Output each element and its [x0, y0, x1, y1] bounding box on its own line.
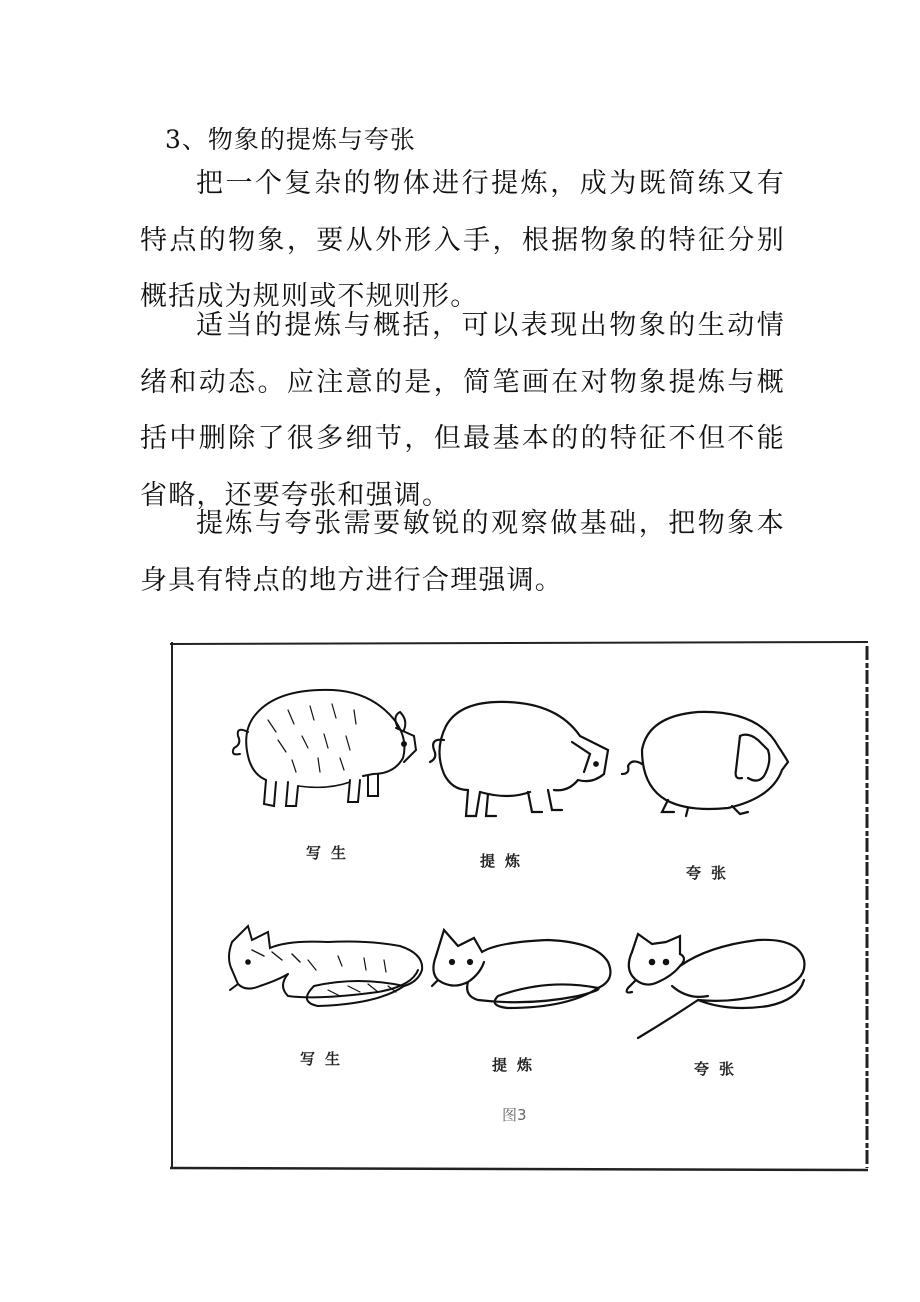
fox-refined-drawing [432, 930, 610, 1008]
pig-refined-drawing [430, 702, 608, 816]
figure-frame [170, 642, 868, 1170]
illustration-figure [168, 640, 872, 1174]
fox-caption-exaggerated: 夸张 [694, 1060, 745, 1078]
section-heading: 3、物象的提炼与夸张 [165, 125, 416, 154]
pig-caption-sketch: 写生 [306, 844, 357, 862]
paragraph-3: 提炼与夸张需要敏锐的观察做基础，把物象本身具有特点的地方进行合理强调。 [140, 508, 785, 596]
pig-exaggerated-drawing [622, 712, 788, 816]
paragraph-2: 适当的提炼与概括，可以表现出物象的生动情绪和动态。应注意的是，简笔画在对物象提炼与概括中删除了很多细节，但最基本的的特征不但不能省略，还要夸张和强调。 [140, 310, 785, 511]
pig-caption-exaggerated: 夸张 [686, 864, 737, 882]
paragraph-1: 把一个复杂的物体进行提炼，成为既简练又有特点的物象，要从外形入手，根据物象的特征分别概括成为规则或不规则形。 [140, 168, 785, 312]
pig-sketch-drawing [233, 690, 416, 806]
fox-exaggerated-drawing [627, 934, 805, 1038]
pig-caption-refined: 提炼 [480, 852, 531, 870]
figure-drawing [168, 640, 872, 1174]
fox-caption-refined: 提炼 [492, 1056, 543, 1074]
fox-sketch-drawing [229, 926, 422, 1006]
fox-caption-sketch: 写生 [300, 1050, 351, 1068]
figure-number-label: 图3 [502, 1106, 527, 1124]
